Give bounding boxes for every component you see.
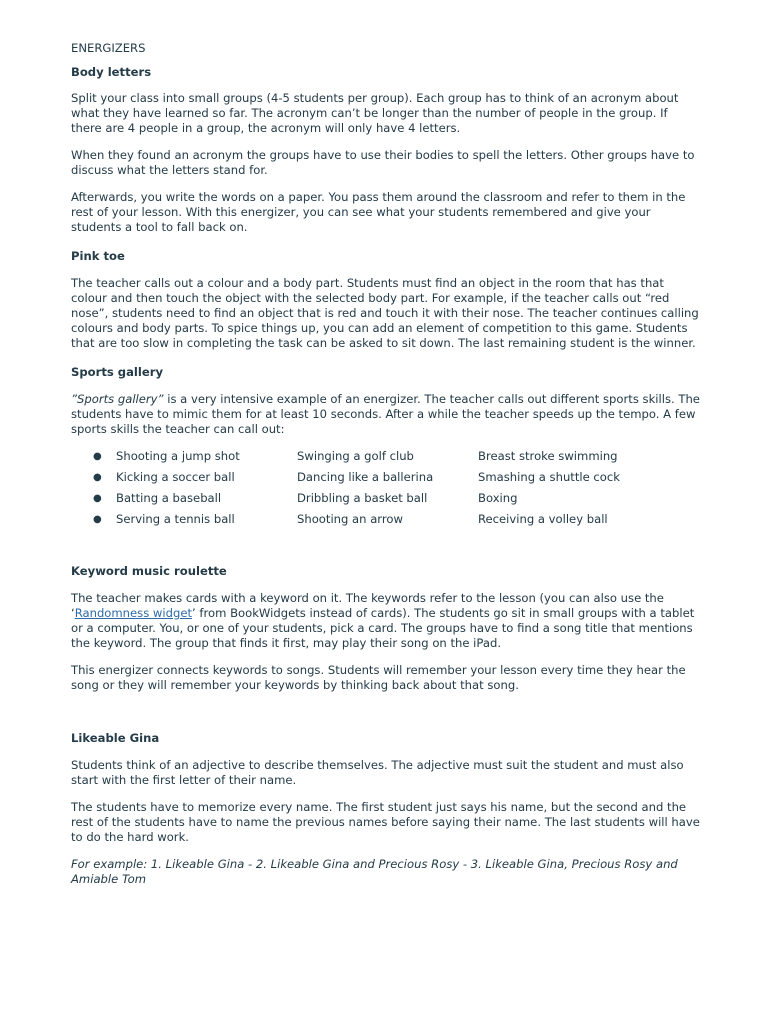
- list-item: [71, 449, 701, 464]
- document-page: [71, 41, 701, 887]
- skill-item: Breast stroke swimming: [478, 449, 618, 463]
- sports-skills-list: [71, 449, 701, 533]
- likeable-gina-paragraph-1: Students think of an adjective to describe themselves. The adjective must suit the student and must also start with the first letter of their name.: [71, 758, 684, 787]
- document-title: ENERGIZERS: [71, 41, 146, 55]
- list-item: [71, 491, 701, 506]
- body-letters-paragraph-2: When they found an acronym the groups have to use their bodies to spell the letters. Other groups have to discuss what the letters stand for.: [71, 148, 695, 177]
- heading-sports-gallery: Sports gallery: [71, 365, 164, 379]
- randomness-widget-link[interactable]: Randomness widget: [74, 606, 193, 620]
- keyword-music-text-a: The teacher makes cards with a keyword on it. The keywords refer to the lesson (you can also use the ‘: [71, 591, 664, 620]
- heading-pink-toe: Pink toe: [71, 249, 125, 263]
- pink-toe-paragraph: The teacher calls out a colour and a body part. Students must find an object in the room that has that colour and then touch the object with the selected body part. For example, if the teacher calls out “red nose”, students need to find an object that is red and touch it with their nose. The teacher continues calling colours and body parts. To spice things up, you can add an element of competition to this game. Students that are too slow in completing the task can be asked to sit down. The last remaining student is the winner.: [71, 276, 699, 350]
- skill-item: Boxing: [478, 491, 518, 505]
- skill-item: Smashing a shuttle cock: [478, 470, 620, 484]
- skill-item: Shooting a jump shot: [116, 449, 240, 463]
- skill-item: Batting a baseball: [116, 491, 222, 505]
- body-letters-paragraph-1: Split your class into small groups (4-5 students per group). Each group has to think of an acronym about what they have learned so far. The acronym can’t be longer than the number of people in the group. If there are 4 people in a group, the acronym will only have 4 letters.: [71, 91, 679, 135]
- bullet-icon: ●: [93, 451, 102, 462]
- sports-gallery-paragraph: [71, 392, 701, 437]
- keyword-music-text-b: ’ from BookWidgets instead of cards). The students go sit in small groups with a tablet or a computer. You, or one of your students, pick a card. The groups have to find a song title that mentions the keyword. The group that finds it first, may play their song on the iPad.: [71, 606, 695, 650]
- skill-item: Receiving a volley ball: [478, 512, 608, 526]
- bullet-icon: ●: [93, 514, 102, 525]
- skill-item: Kicking a soccer ball: [116, 470, 235, 484]
- skill-item: Shooting an arrow: [297, 512, 403, 526]
- heading-body-letters: Body letters: [71, 65, 152, 79]
- heading-keyword-music-roulette: Keyword music roulette: [71, 564, 227, 578]
- likeable-gina-paragraph-2: The students have to memorize every name. The first student just says his name, but the second and the rest of the students have to name the previous names before saying their name. The last students will have to do the hard work.: [71, 800, 700, 844]
- body-letters-paragraph-3: Afterwards, you write the words on a paper. You pass them around the classroom and refer to them in the rest of your lesson. With this energizer, you can see what your students remembered and give your students a tool to fall back on.: [71, 190, 686, 234]
- skill-item: Swinging a golf club: [297, 449, 414, 463]
- skill-item: Dribbling a basket ball: [297, 491, 428, 505]
- likeable-gina-example: For example: 1. Likeable Gina - 2. Likeable Gina and Precious Rosy - 3. Likeable Gina, Precious Rosy and Amiable Tom: [71, 857, 678, 886]
- keyword-music-paragraph-2: This energizer connects keywords to songs. Students will remember your lesson every time they hear the song or they will remember your keywords by thinking back about that song.: [71, 663, 686, 692]
- heading-likeable-gina: Likeable Gina: [71, 731, 160, 745]
- sports-gallery-text: is a very intensive example of an energizer. The teacher calls out different sports skills. The students have to mimic them for at least 10 seconds. After a while the teacher speeds up the tempo. A few sports skills the teacher can call out:: [71, 392, 700, 436]
- sports-gallery-italic-title: ”Sports gallery”: [71, 392, 164, 406]
- list-item: [71, 512, 701, 527]
- bullet-icon: ●: [93, 493, 102, 504]
- list-item: [71, 470, 701, 485]
- skill-item: Dancing like a ballerina: [297, 470, 434, 484]
- skill-item: Serving a tennis ball: [116, 512, 235, 526]
- bullet-icon: ●: [93, 472, 102, 483]
- keyword-music-paragraph-1: [71, 591, 701, 651]
